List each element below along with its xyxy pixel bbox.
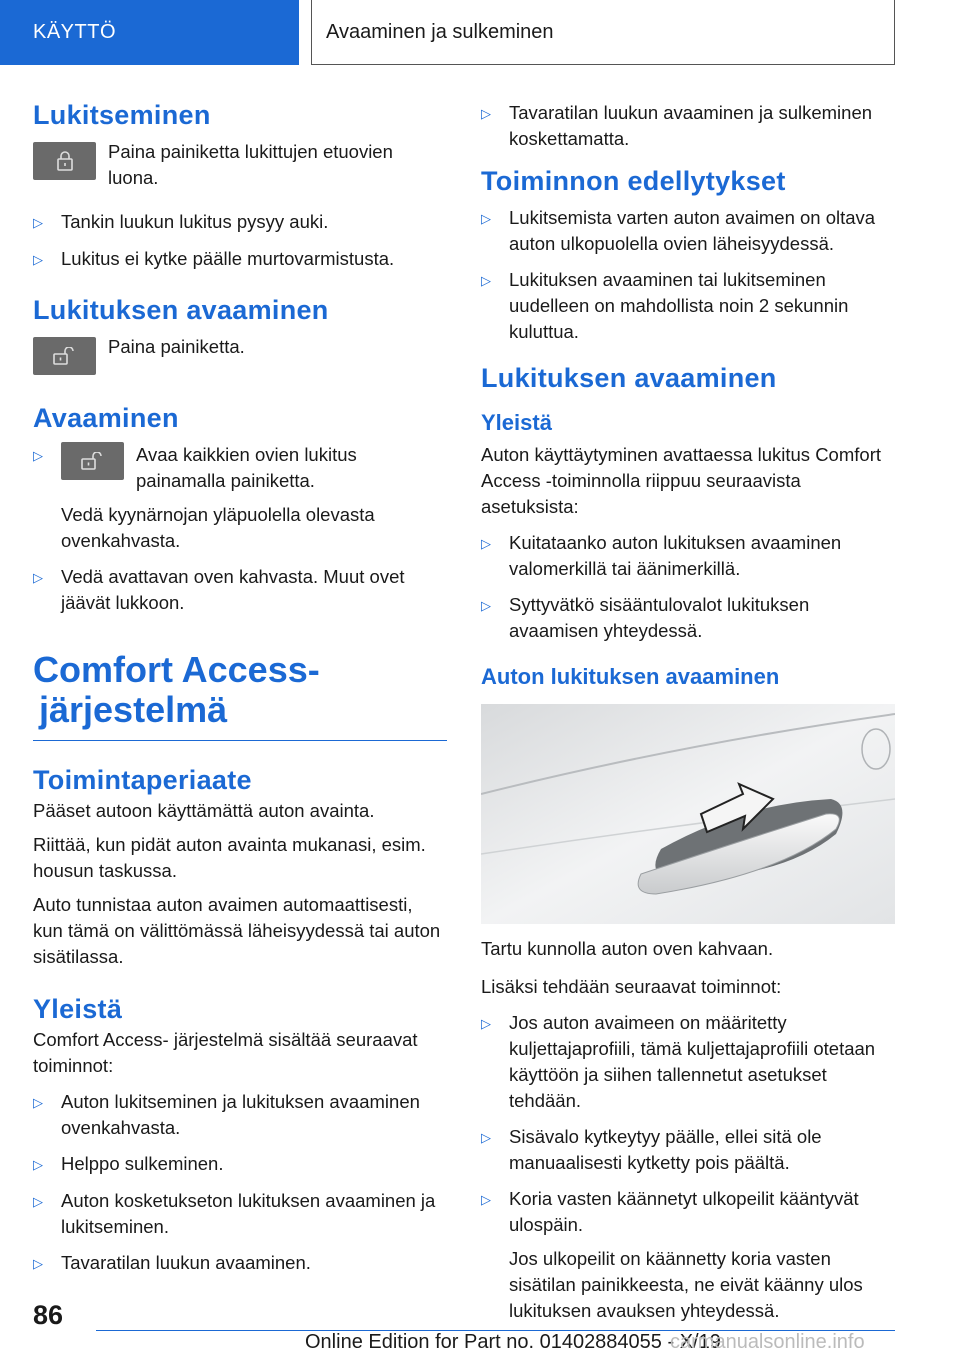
list-item: ▷ Koria vasten käännetyt ulkopeilit kääntyvät ulospäin. Jos ulkopeilit on käännetty koria vasten sisätilan painikkeesta, ne eivät käänny ulos lukituksen avauksen yhteydessä. xyxy=(481,1186,895,1324)
list-item: ▷ Kuitataanko auton lukituksen avaaminen valomerkillä tai äänimerkillä. xyxy=(481,530,895,582)
bullet-arrow-icon: ▷ xyxy=(481,1192,491,1207)
bullet-arrow-icon: ▷ xyxy=(481,536,491,551)
unlocking-text: Paina painiketta. xyxy=(108,336,245,357)
car-unlock-intro: Lisäksi tehdään seuraavat toiminnot: xyxy=(481,976,782,997)
opening-step-sub: Vedä kyynärnojan yläpuolella olevasta ovenkahvasta. xyxy=(61,504,375,551)
heading-conditions: Toiminnon edellytykset xyxy=(481,166,786,196)
list-item: ▷ Syttyvätkö sisääntulovalot lukituksen avaamisen yhteydessä. xyxy=(481,592,895,644)
heading-principle: Toimintaperiaate xyxy=(33,765,252,795)
watermark: carmanualsonline.info xyxy=(670,1331,865,1353)
footer-edition: Online Edition for Part no. 01402884055 - X/19 xyxy=(305,1331,721,1353)
list-item: ▷ Vedä avattavan oven kahvasta. Muut ovet jäävät lukkoon. xyxy=(33,564,447,616)
unlock-button-image xyxy=(61,442,124,480)
general-bullets-right xyxy=(481,530,895,644)
heading-general-right: Yleistä xyxy=(481,410,552,435)
locking-text: Paina painiketta lukittujen etuovien luona. xyxy=(108,141,393,188)
heading-opening: Avaaminen xyxy=(33,403,179,433)
list-item: ▷ Tankin luukun lukitus pysyy auki. xyxy=(33,209,447,236)
heading-locking: Lukitseminen xyxy=(33,100,211,130)
chapter-title: Avaaminen ja sulkeminen xyxy=(311,0,895,65)
opening-step-text: Avaa kaikkien ovien lukitus painamalla painiketta. xyxy=(136,444,357,491)
principle-p2: Riittää, kun pidät auton avainta mukanasi, esim. housun taskussa. xyxy=(33,834,426,881)
right-column xyxy=(481,100,895,1334)
page-number: 86 xyxy=(33,1300,64,1330)
bullet-arrow-icon: ▷ xyxy=(33,1157,43,1172)
section-tab: KÄYTTÖ xyxy=(0,0,299,65)
tailgate-bullet xyxy=(481,100,895,152)
mirror-note: Jos ulkopeilit on käännetty koria vasten sisätilan painikkeesta, ne eivät käänny ulos lukituksen avauksen yhteydessä. xyxy=(509,1248,863,1321)
heading-general: Yleistä xyxy=(33,994,123,1024)
unlocking-instruction xyxy=(33,334,447,375)
principle-p3: Auto tunnistaa auton avaimen automaattisesti, kun tämä on välittömässä läheisyydessä tai auton sisätilassa. xyxy=(33,894,441,967)
locking-bullets xyxy=(33,209,447,273)
opening-bullets xyxy=(33,442,447,616)
bullet-arrow-icon: ▷ xyxy=(33,252,43,267)
bullet-arrow-icon: ▷ xyxy=(33,570,43,585)
list-item xyxy=(33,442,447,554)
conditions-bullets xyxy=(481,205,895,345)
bullet-arrow-icon: ▷ xyxy=(33,1095,43,1110)
door-handle-photo xyxy=(481,704,895,924)
principle-p1: Pääset autoon käyttämättä auton avainta. xyxy=(33,800,375,821)
unlock-icon xyxy=(52,347,78,365)
left-column xyxy=(33,100,447,1287)
lock-icon xyxy=(56,151,74,171)
bullet-arrow-icon: ▷ xyxy=(33,1256,43,1271)
bullet-arrow-icon: ▷ xyxy=(33,448,43,463)
general-text: Auton käyttäytyminen avattaessa lukitus Comfort Access -toiminnolla riippuu seuraavista asetuksista: xyxy=(481,444,881,517)
list-item: ▷ Tavaratilan luukun avaaminen ja sulkeminen koskettamatta. xyxy=(481,100,895,152)
general-intro: Comfort Access- järjestelmä sisältää seuraavat toiminnot: xyxy=(33,1029,418,1076)
bullet-arrow-icon: ▷ xyxy=(481,273,491,288)
bullet-arrow-icon: ▷ xyxy=(481,1016,491,1031)
bullet-arrow-icon: ▷ xyxy=(481,1130,491,1145)
comfort-access-title: Comfort Access- järjestelmä xyxy=(33,650,447,741)
bullet-arrow-icon: ▷ xyxy=(481,211,491,226)
heading-car-unlock: Auton lukituksen avaaminen xyxy=(481,664,780,689)
photo-caption: Tartu kunnolla auton oven kahvaan. xyxy=(481,938,774,959)
list-item: ▷ Lukitus ei kytke päälle murtovarmistusta. xyxy=(33,246,447,273)
list-item: ▷ Auton lukitseminen ja lukituksen avaaminen ovenkahvasta. xyxy=(33,1089,447,1141)
car-unlock-bullets xyxy=(481,1010,895,1324)
bullet-arrow-icon: ▷ xyxy=(33,1194,43,1209)
list-item: ▷ Auton kosketukseton lukituksen avaaminen ja lukitseminen. xyxy=(33,1188,447,1240)
list-item: ▷ Jos auton avaimeen on määritetty kuljettajaprofiili, tämä kuljettajaprofiili otetaan käyttöön ja siihen tallennetut asetukset tehdään. xyxy=(481,1010,895,1114)
list-item: ▷ Sisävalo kytkeytyy päälle, ellei sitä ole manuaalisesti kytketty pois päältä. xyxy=(481,1124,895,1176)
bullet-arrow-icon: ▷ xyxy=(33,215,43,230)
list-item: ▷ Lukitsemista varten auton avaimen on oltava auton ulkopuolella ovien läheisyydessä. xyxy=(481,205,895,257)
bullet-arrow-icon: ▷ xyxy=(481,106,491,121)
general-bullets xyxy=(33,1089,447,1277)
locking-instruction xyxy=(33,139,447,191)
list-item: ▷ Lukituksen avaaminen tai lukitseminen uudelleen on mahdollista noin 2 sekunnin kuluttua. xyxy=(481,267,895,345)
list-item: ▷ Tavaratilan luukun avaaminen. xyxy=(33,1250,447,1277)
list-item: ▷ Helppo sulkeminen. xyxy=(33,1151,447,1178)
unlock-button-image xyxy=(33,337,96,375)
bullet-arrow-icon: ▷ xyxy=(481,598,491,613)
heading-unlocking: Lukituksen avaaminen xyxy=(33,295,329,325)
lock-button-image xyxy=(33,142,96,180)
heading-unlock: Lukituksen avaaminen xyxy=(481,363,777,393)
unlock-icon xyxy=(80,452,106,470)
